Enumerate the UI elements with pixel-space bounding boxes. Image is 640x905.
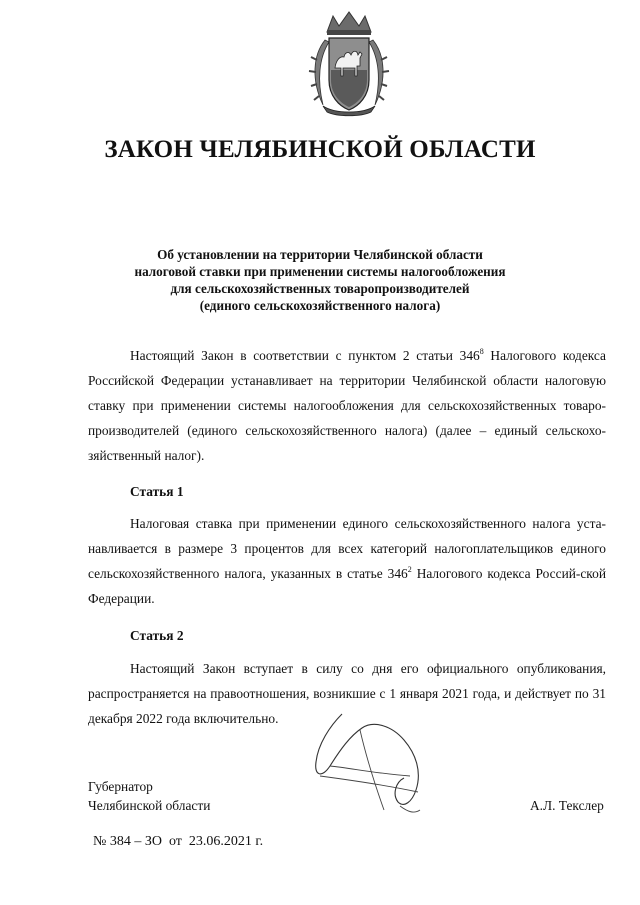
signatory-role-line: Губернатор (88, 779, 153, 794)
subtitle-line: для сельскохозяйственных товаропроизводителей (170, 281, 470, 296)
subtitle-line: (единого сельскохозяйственного налога) (199, 298, 441, 313)
subtitle-line: Об установлении на территории Челябинской области (157, 247, 483, 262)
preamble-paragraph (88, 343, 606, 468)
article-2-paragraph: Настоящий Закон вступает в силу со дня его официального опубликования, распространяется на правоотношения, возникшие с 1 января 2021 года, и действует по 31 декабря 2022 года включительно. (88, 661, 606, 726)
article-1-text-cont: Налогового кодекса Россий-ской Федерации. (88, 566, 606, 606)
law-title: ЗАКОН ЧЕЛЯБИНСКОЙ ОБЛАСТИ (104, 136, 536, 163)
document-number: № 384 – ЗО от 23.06.2021 г. (93, 834, 264, 849)
article-2-heading: Статья 2 (130, 628, 184, 643)
preamble-text: Настоящий Закон в соответствии с пунктом 2 статьи 346 (130, 348, 480, 363)
preamble-text-cont: Налогового кодекса Российской Федерации устанавливает на территории Челябинской области налоговую ставку при применении системы налогообложения для сельскохозяйственных товаро-производителей (единого сельскохозяйственного налога) (далее – единый сельскохо-зяйственный налог). (88, 348, 606, 463)
signatory-role (88, 777, 210, 815)
coat-of-arms-icon (305, 10, 393, 118)
law-subtitle (80, 246, 560, 314)
article-superscript: 8 (479, 347, 484, 356)
subtitle-line: налоговой ставки при применении системы налогообложения (134, 264, 506, 279)
article-1-heading: Статья 1 (130, 484, 184, 499)
signatory-role-line: Челябинской области (88, 798, 211, 813)
article-1-paragraph (88, 511, 606, 611)
signatory-name: А.Л. Текслер (530, 798, 604, 813)
signature (300, 706, 450, 826)
article-1-text: Налоговая ставка при применении единого сельскохозяйственного налога уста-навливается в размере 3 процентов для всех категорий налогоплательщиков единого сельскохозяйственного налога, указанных в статье 346 (88, 516, 606, 581)
article-superscript: 2 (407, 565, 412, 574)
